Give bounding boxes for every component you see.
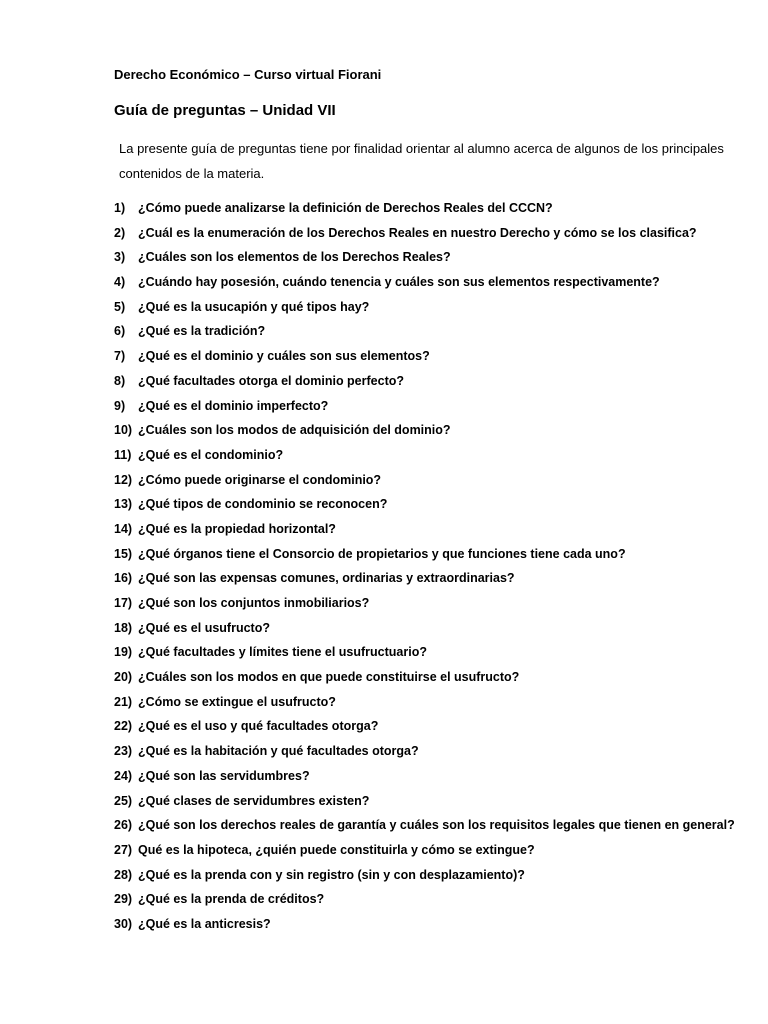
question-number: 1) xyxy=(114,201,126,215)
question-text: ¿Qué es la prenda de créditos? xyxy=(138,892,325,907)
question-number: 25) xyxy=(114,793,133,808)
question-text: ¿Qué es la habitación y qué facultades otorga? xyxy=(138,744,419,759)
question-item xyxy=(114,221,734,246)
question-text: ¿Qué es la tradición? xyxy=(138,324,266,339)
question-item xyxy=(114,542,734,567)
question-text: ¿Cuáles son los elementos de los Derechos Reales? xyxy=(138,250,451,265)
question-text: ¿Qué son los conjuntos inmobiliarios? xyxy=(138,596,370,610)
question-number: 17) xyxy=(114,596,133,610)
question-item xyxy=(114,690,734,715)
question-number: 12) xyxy=(114,472,133,487)
question-number: 2) xyxy=(114,225,126,240)
question-number: 3) xyxy=(114,250,126,265)
question-text: ¿Cuándo hay posesión, cuándo tenencia y cuáles son sus elementos respectivamente? xyxy=(138,275,660,290)
question-item xyxy=(114,616,734,641)
question-number: 8) xyxy=(114,373,126,388)
question-number: 19) xyxy=(114,645,133,660)
question-text: ¿Qué es el uso y qué facultades otorga? xyxy=(138,719,379,734)
question-text: ¿Cuál es la enumeración de los Derechos Reales en nuestro Derecho y cómo se los clasifica? xyxy=(138,225,697,240)
intro-line: contenidos de la materia. xyxy=(119,166,265,181)
question-item xyxy=(114,468,734,493)
question-text: ¿Qué clases de servidumbres existen? xyxy=(138,793,370,808)
question-item xyxy=(114,566,734,591)
question-item xyxy=(114,270,734,295)
question-text: ¿Qué tipos de condominio se reconocen? xyxy=(138,497,388,512)
question-number: 26) xyxy=(114,818,133,833)
page-title: Guía de preguntas – Unidad VII xyxy=(114,102,336,119)
question-text: ¿Qué son las servidumbres? xyxy=(138,768,310,783)
question-text: ¿Cómo se extingue el usufructo? xyxy=(138,694,336,709)
question-text: ¿Qué son los derechos reales de garantía y cuáles son los requisitos legales que tienen en general? xyxy=(138,818,735,833)
question-number: 16) xyxy=(114,571,133,586)
question-text: Qué es la hipoteca, ¿quién puede constituirla y cómo se extingue? xyxy=(138,842,535,857)
question-item xyxy=(114,418,734,443)
question-number: 22) xyxy=(114,719,133,734)
question-number: 15) xyxy=(114,546,133,561)
question-text: ¿Qué es el usufructo? xyxy=(138,620,270,635)
question-item xyxy=(114,394,734,419)
question-number: 28) xyxy=(114,867,133,882)
question-number: 30) xyxy=(114,916,133,931)
question-text: ¿Qué órganos tiene el Consorcio de propietarios y que funciones tiene cada uno? xyxy=(138,546,626,561)
question-number: 5) xyxy=(114,299,126,314)
question-item xyxy=(114,764,734,789)
question-item xyxy=(114,739,734,764)
question-number: 24) xyxy=(114,768,133,783)
question-item xyxy=(114,813,734,838)
question-number: 27) xyxy=(114,842,133,857)
question-text: ¿Qué es la prenda con y sin registro (sin y con desplazamiento)? xyxy=(138,867,525,882)
question-item xyxy=(114,887,734,912)
question-item xyxy=(114,443,734,468)
question-item xyxy=(114,640,734,665)
question-text: ¿Qué es el dominio imperfecto? xyxy=(138,398,329,413)
question-item xyxy=(114,665,734,690)
question-text: ¿Cómo puede originarse el condominio? xyxy=(138,472,382,487)
question-text: ¿Qué es la anticresis? xyxy=(138,916,271,931)
question-text: ¿Qué facultades y límites tiene el usufructuario? xyxy=(138,645,427,660)
question-number: 29) xyxy=(114,892,133,907)
question-text: ¿Qué es el dominio y cuáles son sus elementos? xyxy=(138,349,430,364)
question-text: ¿Cómo puede analizarse la definición de Derechos Reales del CCCN? xyxy=(138,201,553,215)
question-item xyxy=(114,319,734,344)
question-item xyxy=(114,369,734,394)
question-item xyxy=(114,245,734,270)
question-item xyxy=(114,912,734,937)
question-number: 10) xyxy=(114,423,133,438)
question-text: ¿Qué es la usucapión y qué tipos hay? xyxy=(138,299,370,314)
question-number: 14) xyxy=(114,521,133,536)
question-number: 9) xyxy=(114,398,126,413)
question-item xyxy=(114,517,734,542)
question-text: ¿Cuáles son los modos de adquisición del dominio? xyxy=(138,423,451,438)
course-header: Derecho Económico – Curso virtual Fiorani xyxy=(114,67,382,82)
question-item xyxy=(114,838,734,863)
question-item xyxy=(114,863,734,888)
question-number: 11) xyxy=(114,447,132,462)
question-item xyxy=(114,344,734,369)
question-text: ¿Cuáles son los modos en que puede constituirse el usufructo? xyxy=(138,670,520,685)
question-number: 20) xyxy=(114,670,133,685)
question-number: 7) xyxy=(114,349,126,364)
intro-line: La presente guía de preguntas tiene por finalidad orientar al alumno acerca de algunos de los principales xyxy=(119,141,724,156)
question-item xyxy=(114,591,734,616)
question-text: ¿Qué facultades otorga el dominio perfecto? xyxy=(138,373,405,388)
question-item xyxy=(114,789,734,814)
question-text: ¿Qué son las expensas comunes, ordinarias y extraordinarias? xyxy=(138,571,515,586)
question-number: 21) xyxy=(114,694,133,709)
question-item xyxy=(114,196,734,221)
question-number: 18) xyxy=(114,620,133,635)
intro-paragraph xyxy=(119,136,735,186)
question-number: 6) xyxy=(114,324,126,339)
question-number: 13) xyxy=(114,497,133,512)
question-number: 4) xyxy=(114,275,126,290)
question-item xyxy=(114,714,734,739)
question-number: 23) xyxy=(114,744,133,759)
question-list xyxy=(114,196,734,937)
question-text: ¿Qué es el condominio? xyxy=(138,447,284,462)
question-text: ¿Qué es la propiedad horizontal? xyxy=(138,521,336,536)
question-item xyxy=(114,492,734,517)
question-item xyxy=(114,295,734,320)
